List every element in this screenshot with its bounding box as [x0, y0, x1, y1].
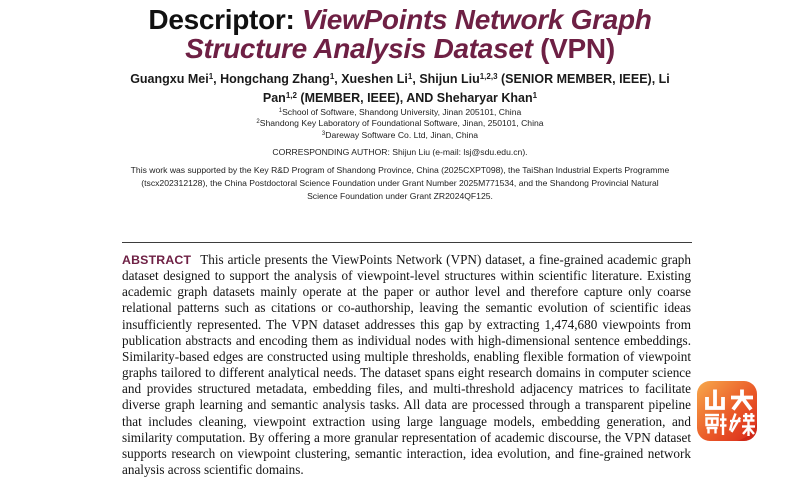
author-separator: (SENIOR MEMBER, IEEE), — [497, 72, 659, 86]
title-main-text: ViewPoints Network Graph Structure Analysis Dataset — [185, 4, 652, 64]
affiliation-line — [150, 107, 650, 118]
affiliation-number: 3 — [321, 130, 326, 137]
author-affiliation-marker: 1,2,3 — [479, 72, 498, 81]
abstract-divider-rule — [122, 242, 692, 243]
affiliation-number: 2 — [256, 119, 260, 126]
author-affiliation-marker: 1 — [329, 72, 335, 81]
author-affiliation-marker: 1 — [208, 72, 214, 81]
author-separator: (MEMBER, IEEE), AND — [296, 91, 437, 105]
author-affiliation-marker: 1 — [532, 91, 538, 100]
affiliation-line — [150, 118, 650, 129]
affiliation-line — [150, 130, 650, 141]
shanda-rongmei-watermark-logo — [697, 381, 757, 441]
author-name: Sheharyar Khan — [436, 91, 533, 105]
author-separator: , — [412, 72, 420, 86]
corresponding-author-line: CORRESPONDING AUTHOR: Shijun Liu (e-mail: lsj@sdu.edu.cn). — [272, 147, 528, 157]
author-affiliation-marker: 1,2 — [285, 91, 297, 100]
author-name: Xueshen Li — [341, 72, 408, 86]
author-list — [115, 70, 685, 108]
abstract-paragraph — [122, 252, 691, 478]
app-logo-icon — [697, 381, 757, 441]
funding-note: This work was supported by the Key R&D Program of Shandong Province, China (2025CXPT098), the TaiShan Industrial Experts Programme (tscx202312128), the China Postdoctoral Science Foundation under Grant Number 2025M771534, and the Shandong Provincial Natural Science Foundation under Grant ZR2024QF125. — [130, 165, 670, 201]
author-name: Li Pan — [262, 72, 670, 105]
author-name: Hongchang Zhang — [220, 72, 330, 86]
paper-title — [100, 5, 700, 63]
title-acronym: (VPN) — [532, 33, 615, 64]
affiliation-text: Shandong Key Laboratory of Foundational Software, Jinan, 250101, China — [259, 118, 544, 129]
author-separator: , — [213, 72, 221, 86]
affiliation-text: Dareway Software Co. Ltd, Jinan, China — [325, 129, 479, 140]
abstract-text: This article presents the ViewPoints Network (VPN) dataset, a fine-grained academic graph dataset designed to support the analysis of viewpoint-level structures within scientific literature. Existing academic graph datasets mainly operate at the paper or author level and therefore capture only coarse relational patterns such as citations or co-authorship, leaving the semantic evolution of scientific ideas insufficiently represented. The VPN dataset addresses this gap by extracting 1,474,680 viewpoints from publication abstracts and encoding them as individual nodes with high-dimensional sentence embeddings. Similarity-based edges are constructed using multiple thresholds, enabling flexible formation of viewpoint graphs tailored to different analytical needs. The dataset spans eight research domains in computer science and provides structured metadata, embedding files, and multi-threshold adjacency matrices to facilitate diverse graph learning and semantic analysis tasks. All data are processed through a transparent pipeline that includes cleaning, viewpoint extraction using large language models, embedding generation, and similarity computation. By offering a more granular representation of academic discourse, the VPN dataset supports research on viewpoint clustering, semantic interaction, idea evolution, and fine-grained network analysis across scientific domains. — [122, 252, 691, 478]
author-name: Shijun Liu — [419, 72, 480, 86]
author-separator: , — [334, 72, 342, 86]
affiliation-list — [150, 107, 650, 141]
affiliation-number: 1 — [278, 108, 283, 114]
abstract-label: ABSTRACT — [122, 253, 192, 267]
title-descriptor-label: Descriptor: — [148, 4, 302, 35]
author-affiliation-marker: 1 — [407, 72, 413, 81]
affiliation-text: School of Software, Shandong University, Jinan 205101, China — [282, 107, 522, 117]
author-name: Guangxu Mei — [130, 72, 209, 86]
